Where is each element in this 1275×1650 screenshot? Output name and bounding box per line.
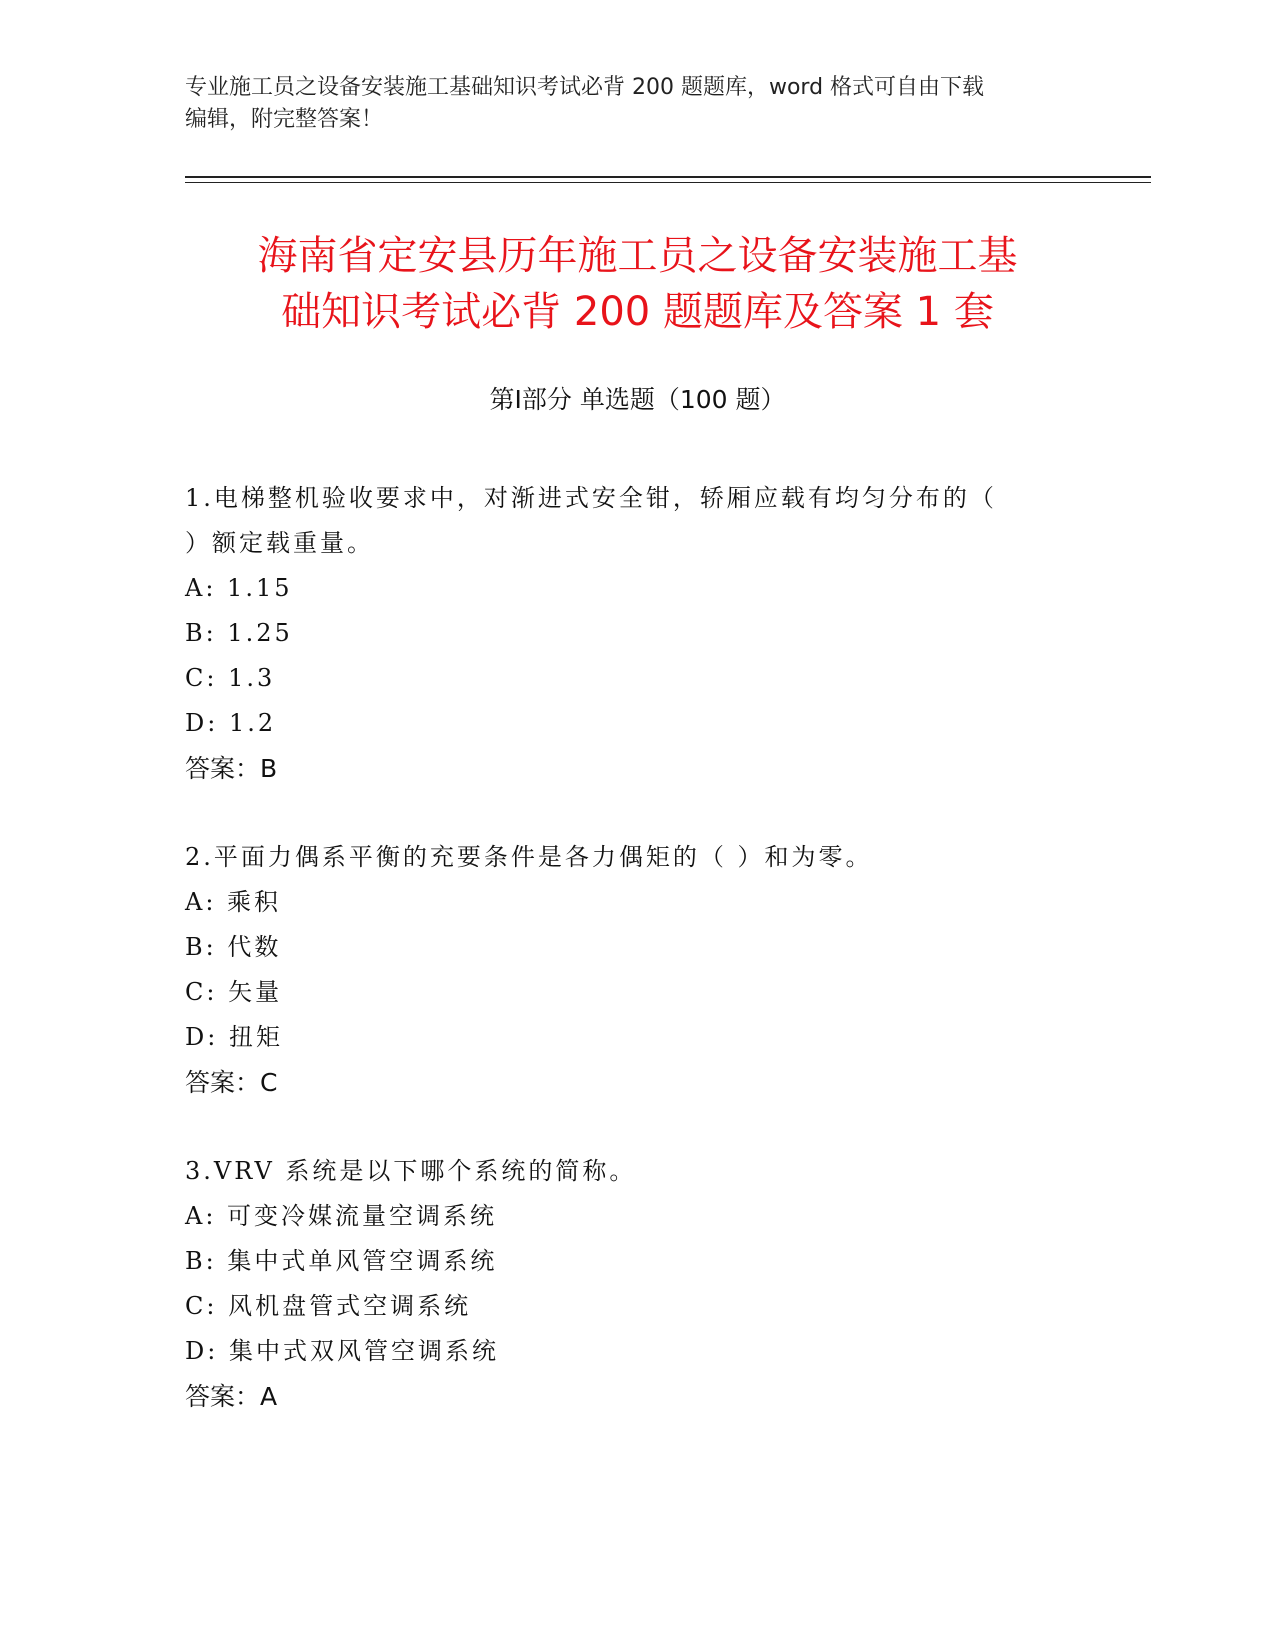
question-stem-line-2: ）额定载重量。 [185, 529, 374, 557]
question-stem [185, 476, 1085, 566]
document-title-line-1: 海南省定安县历年施工员之设备安装施工基 [257, 233, 1018, 279]
question-stem-line-1: 1.电梯整机验收要求中，对渐进式安全钳，轿厢应载有均匀分布的（ [185, 484, 997, 512]
question-stem-line-1: 3.VRV 系统是以下哪个系统的简称。 [185, 1157, 637, 1185]
header-note [185, 72, 1085, 136]
answer: 答案：B [185, 754, 278, 783]
header-note-line-2: 编辑，附完整答案！ [185, 107, 384, 132]
question-stem [185, 1149, 1085, 1194]
option-d: D: 扭矩 [185, 1023, 283, 1051]
option-a: A: 1.15 [185, 574, 293, 602]
question-stem [185, 835, 1085, 880]
option-b: B: 1.25 [185, 619, 293, 647]
option-d: D: 1.2 [185, 709, 277, 737]
header-divider-thick [185, 176, 1151, 178]
option-c: C: 风机盘管式空调系统 [185, 1292, 472, 1320]
document-title-line-2: 础知识考试必背 200 题题库及答案 1 套 [281, 289, 994, 335]
section-title: 第Ⅰ部分 单选题（100 题） [489, 385, 786, 414]
question-stem-line-1: 2.平面力偶系平衡的充要条件是各力偶矩的（ ）和为零。 [185, 843, 873, 871]
header-note-line-1: 专业施工员之设备安装施工基础知识考试必背 200 题题库，word 格式可自由下载 [185, 75, 985, 100]
option-d: D: 集中式双风管空调系统 [185, 1337, 499, 1365]
option-b: B: 集中式单风管空调系统 [185, 1247, 498, 1275]
option-c: C: 1.3 [185, 664, 276, 692]
question-2 [185, 835, 1085, 1105]
header-divider-thin [185, 182, 1151, 183]
option-a: A: 可变冷媒流量空调系统 [185, 1202, 498, 1230]
question-list [185, 476, 1085, 1463]
document-title [150, 228, 1125, 340]
option-c: C: 矢量 [185, 978, 283, 1006]
question-1 [185, 476, 1085, 791]
option-a: A: 乘积 [185, 888, 282, 916]
option-b: B: 代数 [185, 933, 282, 961]
answer: 答案：A [185, 1382, 278, 1411]
answer: 答案：C [185, 1068, 278, 1097]
question-3 [185, 1149, 1085, 1419]
